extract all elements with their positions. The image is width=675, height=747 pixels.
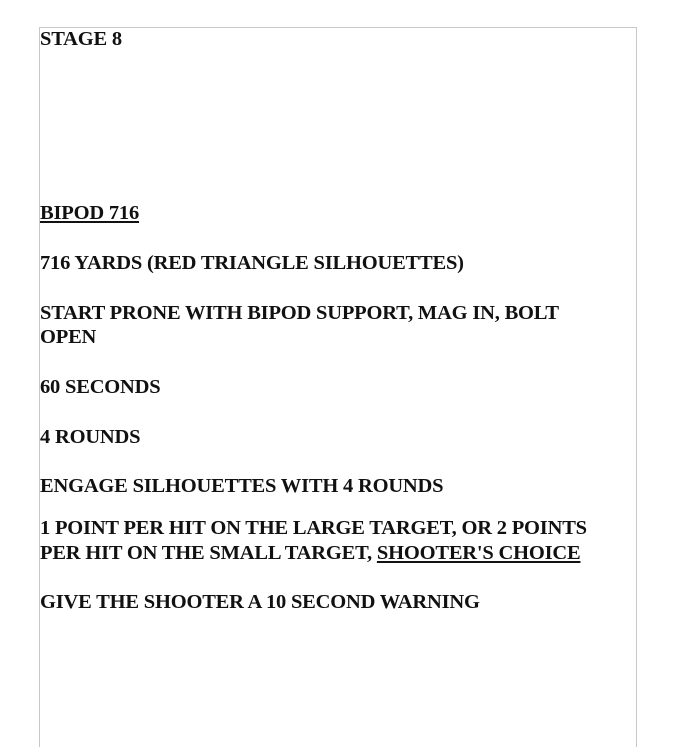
- section-heading: BIPOD 716: [40, 202, 139, 224]
- distance-line: 716 YARDS (RED TRIANGLE SILHOUETTES): [40, 252, 464, 274]
- stage-title: STAGE 8: [40, 28, 122, 50]
- engage-line: ENGAGE SILHOUETTES WITH 4 ROUNDS: [40, 475, 444, 497]
- scoring-line-2-text: PER HIT ON THE SMALL TARGET,: [40, 542, 377, 564]
- warning-line: GIVE THE SHOOTER A 10 SECOND WARNING: [40, 591, 480, 613]
- scoring-line-1: 1 POINT PER HIT ON THE LARGE TARGET, OR 2 POINTS: [40, 517, 587, 539]
- scoring-line-2: [40, 541, 580, 565]
- start-position-line-1: START PRONE WITH BIPOD SUPPORT, MAG IN, BOLT: [40, 302, 559, 324]
- time-limit-line: 60 SECONDS: [40, 376, 161, 398]
- shooters-choice-text: SHOOTER'S CHOICE: [376, 542, 581, 564]
- start-position-line-2: OPEN: [40, 326, 97, 348]
- rounds-line: 4 ROUNDS: [40, 426, 141, 448]
